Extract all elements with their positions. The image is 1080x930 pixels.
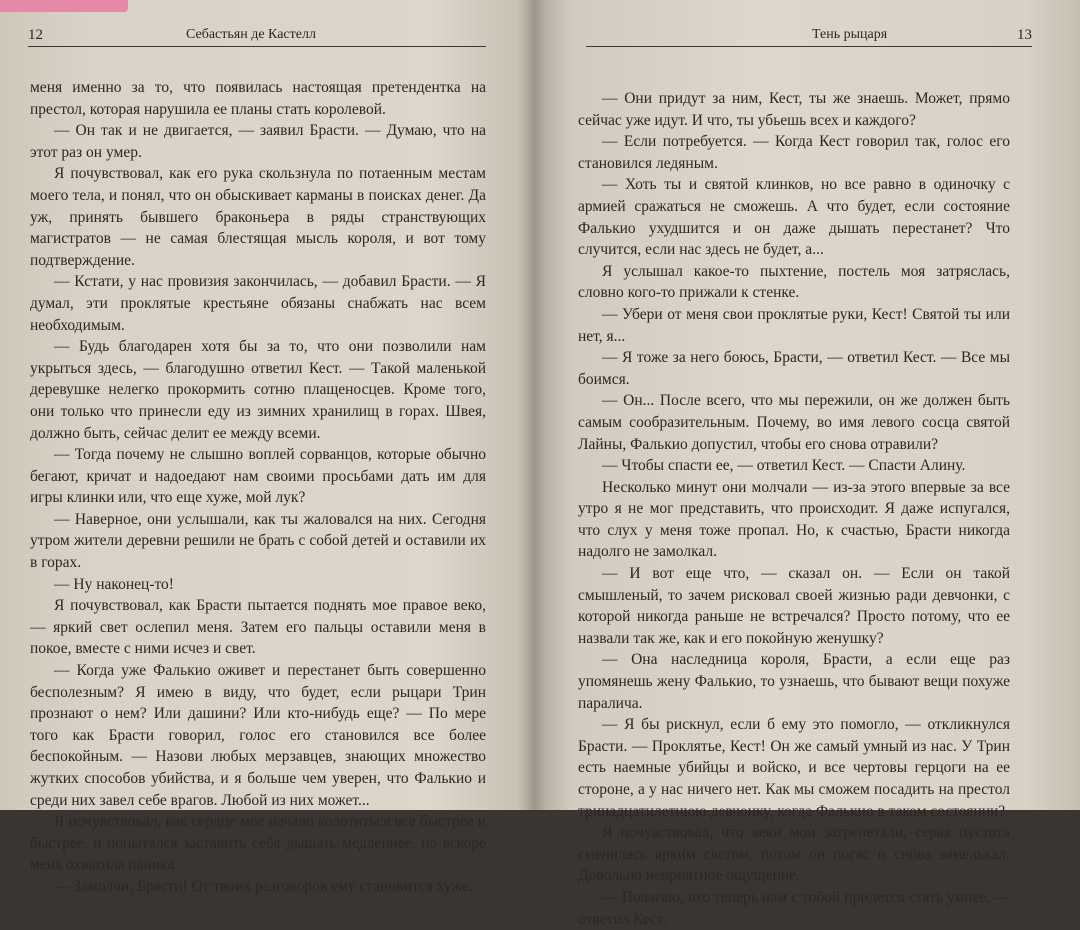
left-page	[0, 0, 520, 895]
paragraph: — Кстати, у нас провизия закончилась, — добавил Брасти. — Я думал, эти проклятые крестьяне обязаны снабжать нас всем необходимым.	[30, 273, 486, 334]
paragraph: — Будь благодарен хотя бы за то, что они позволили нам укрыться здесь, — благодушно ответил Кест. — Такой маленькой деревушке нелегко прокормить сотню плащеносцев. Кроме того, они только что принесли еду из зимних хранилищ в горах. Швея, должно быть, сейчас делит ее между всеми.	[30, 338, 486, 442]
paragraph: — Я бы рискнул, если б ему это помогло, — откликнулся Брасти. — Проклятье, Кест! Он же самый умный из нас. У Трин есть наемные убийцы и войско, и все чертовы герцоги на ее стороне, а у нас ничего нет. Как мы сможем посадить на престол тринадцатилетнюю девчонку, когда Фалькио в таком состоянии?	[578, 716, 1010, 820]
paragraph: — Они придут за ним, Кест, ты же знаешь. Может, прямо сейчас уже идут. И что, ты убьешь всех и каждого?	[578, 90, 1010, 129]
right-page-header	[586, 26, 1032, 47]
paragraph: — Замолчи, Брасти! От твоих разговоров ему становится хуже.	[54, 877, 473, 895]
paragraph: — Она наследница короля, Брасти, а если еще раз упомянешь жену Фалькио, то узнаешь, что бывают вещи похуже паралича.	[578, 651, 1010, 712]
paragraph: — Тогда почему не слышно воплей сорванцов, которые обычно бегают, кричат и надоедают нам своими просьбами дать им для игры клинки или, что еще хуже, мой лук?	[30, 446, 486, 507]
paragraph: Я почувствовал, как сердце мое начало колотиться все быстрее и быстрее, и попытался заставить себя дышать медленнее, но вскоре меня охватила паника.	[30, 813, 486, 874]
paragraph: Я почувствовал, как его рука скользнула по потаенным местам моего тела, и понял, что он обыскивает карманы в поисках денег. Да уж, принять бывшего браконьера в ряды странствующих магистратов — не самая блестящая мысль короля, и вот тому подтверждение.	[30, 165, 486, 269]
paragraph: Я услышал какое-то пыхтение, постель моя затряслась, словно кого-то прижали к стенке.	[578, 262, 1010, 302]
paragraph: — Я тоже за него боюсь, Брасти, — ответил Кест. — Все мы боимся.	[578, 349, 1010, 388]
paragraph: — И вот еще что, — сказал он. — Если он такой смышленый, то зачем рисковал своей жизнью ради девчонки, с которой никогда раньше не встречался? Просто потому, что ее назвали так же, как и его покойную женушку?	[578, 565, 1010, 647]
right-running-head: Тень рыцаря	[812, 27, 888, 42]
paragraph: Я почувствовал, что веки мои затрепетали, серая пустота сменилась ярким светом, потом он погас и снова замелькал. Довольно неприятное ощущение.	[578, 824, 1010, 885]
left-page-body	[30, 77, 486, 898]
paragraph: — Наверное, они услышали, как ты жаловался на них. Сегодня утром жители деревни решили не брать с собой детей и оставили их в горах.	[30, 510, 486, 572]
paragraph: меня именно за то, что появилась настоящая претендентка на престол, которая нарушила ее планы стать королевой.	[30, 79, 486, 118]
right-page-number: 13	[1017, 27, 1032, 43]
right-page	[540, 0, 1080, 928]
left-page-header	[28, 26, 486, 47]
paragraph: — Чтобы спасти ее, — ответил Кест. — Спасти Алину.	[602, 457, 966, 475]
paragraph: Я почувствовал, как Брасти пытается поднять мое правое веко, — яркий свет ослепил меня. Затем его пальцы оставили меня в покое, вместе с ними исчез и свет.	[30, 597, 486, 658]
paragraph: — Убери от меня свои проклятые руки, Кест! Святой ты или нет, я...	[578, 305, 1010, 345]
left-page-number: 12	[28, 27, 43, 43]
right-page-body	[578, 88, 1010, 930]
paragraph: — Хоть ты и святой клинков, но все равно в одиночку с армией сражаться не сможешь. А что будет, если состояние Фалькио ухудшится и он даже дышать перестанет? Что случится, если нас здесь не будет, а...	[578, 176, 1010, 259]
paragraph: — Полагаю, что теперь нам с тобой придется стать умнее, — ответил Кест.	[578, 888, 1010, 928]
paragraph: — Он так и не двигается, — заявил Брасти. — Думаю, что на этот раз он умер.	[30, 122, 486, 161]
paragraph: Несколько минут они молчали — из-за этого впервые за все утро я не мог представить, что происходит. Я даже испугался, что слух у меня тоже пропал. Но, к счастью, Брасти никогда надолго не замолкал.	[578, 478, 1010, 561]
left-running-head: Себастьян де Кастелл	[186, 27, 316, 42]
paragraph: — Если потребуется. — Когда Кест говорил так, голос его становился ледяным.	[578, 133, 1010, 172]
paragraph: — Он... После всего, что мы пережили, он же должен быть самым сообразительным. Почему, во имя левого сосца святой Лайны, Фалькио допустил, чтобы его снова отравили?	[578, 392, 1010, 453]
paragraph: — Когда уже Фалькио оживет и перестанет быть совершенно бесполезным? Я имею в виду, что будет, если рыцари Трин прознают о нем? Или дашини? Или кто-нибудь еще? — По мере того как Брасти говорил, голос его становился все более беспокойным. — Назови любых мерзавцев, знающих множество жутких способов убийства, и я больше чем уверен, что Фалькио и среди них завел себе врагов. Любой из них может...	[30, 662, 486, 809]
paragraph: — Ну наконец-то!	[54, 575, 174, 593]
